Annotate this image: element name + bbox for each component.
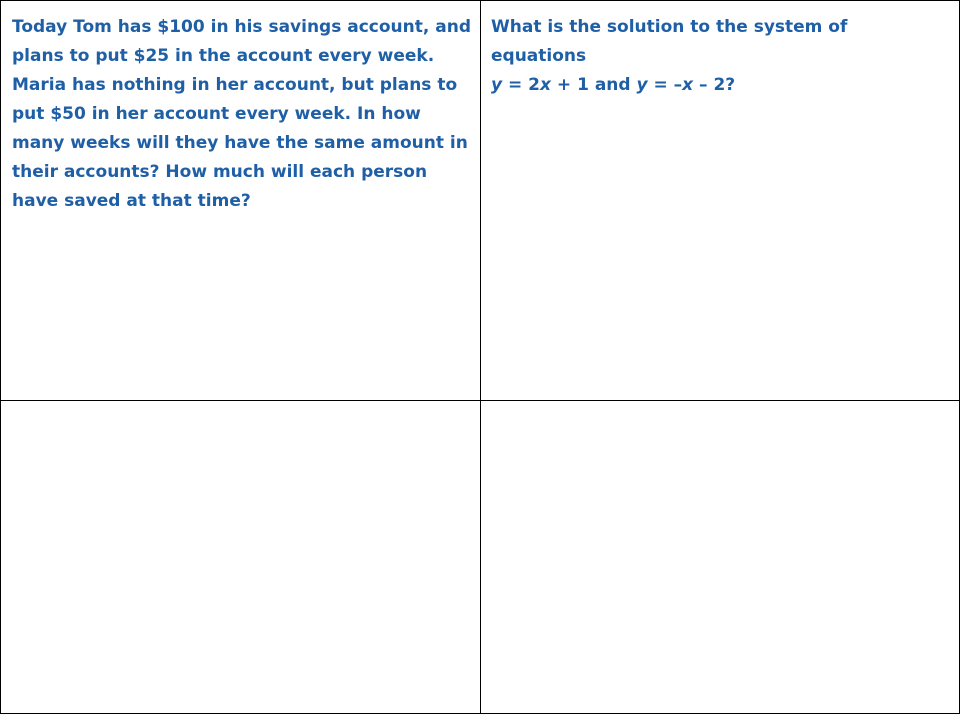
system-question: What is the solution to the system of equations [491, 17, 848, 66]
cell-top-right [481, 1, 959, 401]
eq1-tail: + 1 and [550, 75, 637, 95]
cell-top-left [1, 1, 481, 401]
eq1-equals: = 2 [502, 75, 541, 95]
eq1-x-var: x [540, 75, 551, 95]
equations-line [491, 71, 946, 100]
eq1-y-var: y [491, 75, 503, 95]
system-of-equations-problem [491, 13, 946, 100]
eq2-x-var: x [682, 75, 694, 95]
eq2-y-var: y [636, 75, 648, 95]
eq2-equals: = – [647, 75, 683, 95]
cell-bottom-left-empty [1, 401, 481, 713]
savings-word-problem: Today Tom has $100 in his savings account, and plans to put $25 in the account every week. Maria has nothing in her account, but plans to put $50 in her account every week. In how many weeks will they have the same amount in their accounts? How much will each person have saved at that time? [12, 17, 472, 211]
cell-bottom-right-empty [481, 401, 959, 713]
eq2-tail: – 2? [693, 75, 736, 95]
